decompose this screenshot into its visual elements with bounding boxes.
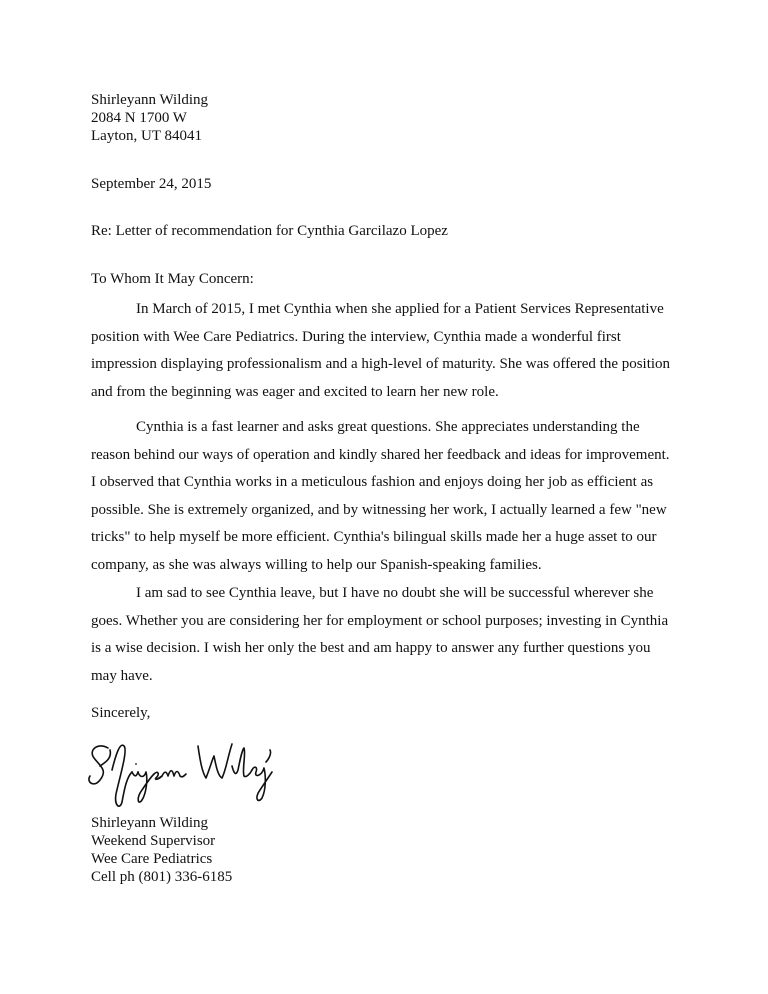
paragraph-line: may have. (91, 667, 153, 684)
sender-name: Shirleyann Wilding (91, 92, 209, 108)
paragraph-line: Cynthia is a fast learner and asks great questions. She appreciates understanding the (136, 419, 640, 435)
paragraph-line: company, as she was always willing to help our Spanish-speaking families. (91, 556, 542, 573)
paragraph-line: impression displaying professionalism and a high-level of maturity. She was offered the position (91, 356, 671, 372)
paragraph-line: goes. Whether you are considering her for employment or school purposes; investing in Cynthia (91, 612, 669, 629)
signer-company: Wee Care Pediatrics (91, 851, 213, 867)
closing: Sincerely, (91, 705, 151, 721)
paragraph-line: position with Wee Care Pediatrics. During the interview, Cynthia made a wonderful first (91, 328, 621, 345)
body-paragraph-3 (91, 580, 681, 690)
paragraph-line: is a wise decision. I wish her only the best and am happy to answer any further questions you (91, 640, 651, 656)
signer-name: Shirleyann Wilding (91, 815, 209, 831)
letter-date: September 24, 2015 (91, 176, 212, 192)
handwritten-signature (86, 736, 286, 816)
paragraph-line: tricks" to help myself be more efficient. Cynthia's bilingual skills made her a huge asset to our (91, 529, 657, 545)
paragraph-line: In March of 2015, I met Cynthia when she applied for a Patient Services Representative (136, 301, 664, 317)
signer-block (91, 814, 232, 886)
sender-city: Layton, UT 84041 (91, 128, 202, 144)
salutation: To Whom It May Concern: (91, 271, 254, 287)
paragraph-line: I observed that Cynthia works in a meticulous fashion and enjoys doing her job as efficient as (91, 474, 654, 490)
sender-address (91, 91, 208, 145)
sender-street: 2084 N 1700 W (91, 110, 187, 126)
subject-line: Re: Letter of recommendation for Cynthia Garcilazo Lopez (91, 223, 448, 239)
paragraph-line: I am sad to see Cynthia leave, but I have no doubt she will be successful wherever she (136, 585, 654, 601)
signer-title: Weekend Supervisor (91, 833, 216, 849)
body-paragraph-1 (91, 296, 681, 406)
paragraph-line: possible. She is extremely organized, and by witnessing her work, I actually learned a few "new (91, 501, 667, 518)
paragraph-line: reason behind our ways of operation and kindly shared her feedback and ideas for improvement. (91, 446, 670, 463)
body-paragraph-2 (91, 414, 681, 579)
signer-phone: Cell ph (801) 336-6185 (91, 869, 233, 885)
paragraph-line: and from the beginning was eager and excited to learn her new role. (91, 383, 499, 400)
